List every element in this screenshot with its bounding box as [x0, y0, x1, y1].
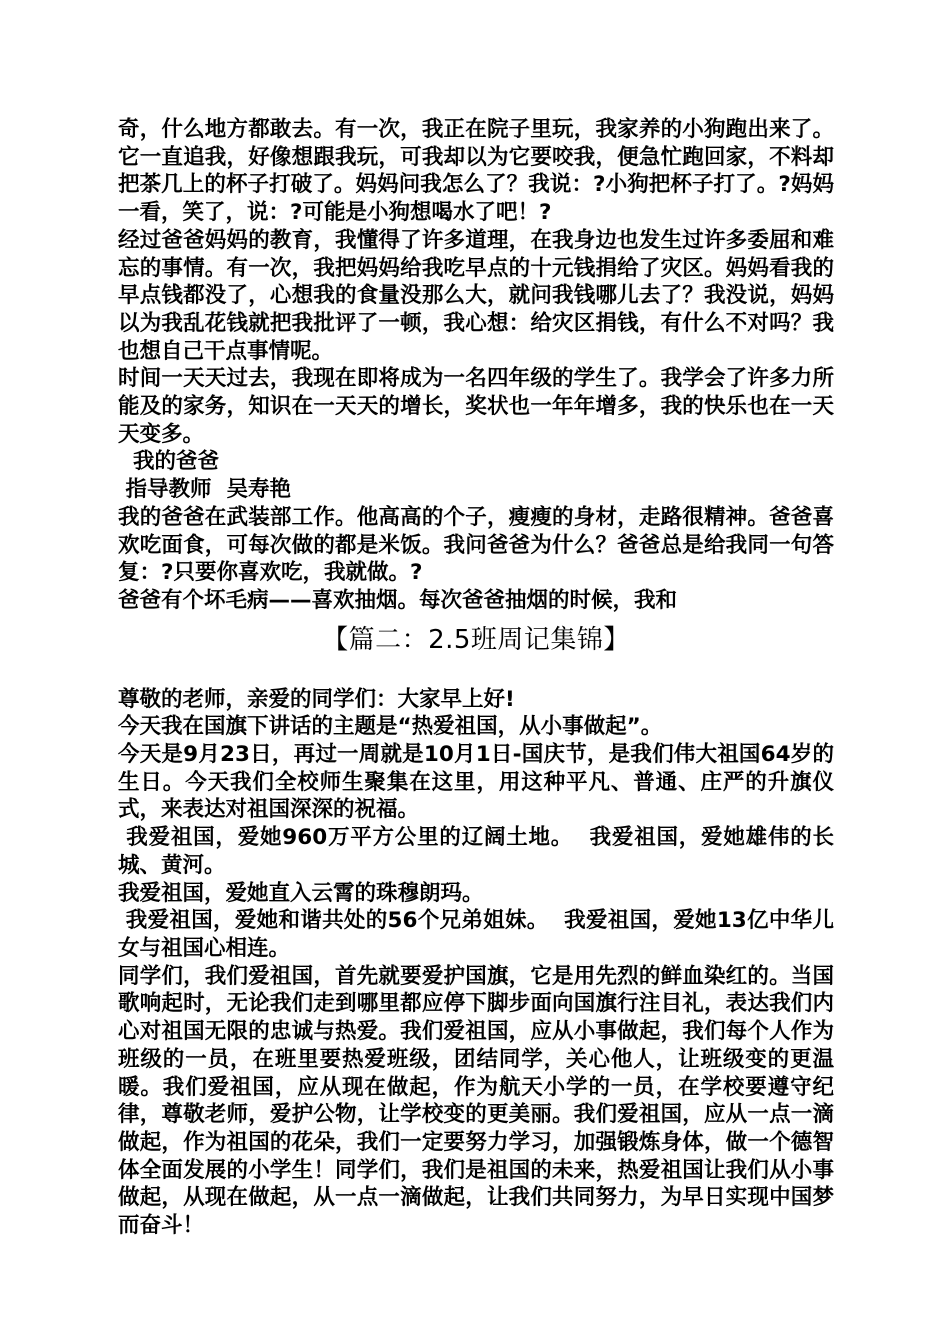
essay-part-one [118, 116, 834, 615]
essay-heading-my-dad: 我的爸爸 [118, 449, 219, 475]
paragraph-growing-up: 时间一天天过去，我现在即将成为一名四年级的学生了。我学会了许多力所能及的家务，知识在一天天的增长，奖状也一年年增多，我的快乐也在一天天变多。 [118, 366, 834, 447]
paragraph-dog-story: 奇，什么地方都敢去。有一次，我正在院子里玩，我家养的小狗跑出来了。它一直追我，好像想跟我玩，可我却以为它要咬我，便急忙跑回家，不料却把茶几上的杯子打破了。妈妈问我怎么了？我说：?小狗把杯子打了。?妈妈一看，笑了，说：?可能是小狗想喝水了吧！? [118, 117, 834, 226]
speech-love-everest: 我爱祖国，爱她直入云霄的珠穆朗玛。 [118, 880, 484, 906]
paragraph-donation: 经过爸爸妈妈的教育，我懂得了许多道理，在我身边也发生过许多委屈和难忘的事情。有一次，我把妈妈给我吃早点的十元钱捐给了灾区。妈妈看我的早点钱都没了，心想我的食量没那么大，就问我钱哪儿去了？我没说，妈妈以为我乱花钱就把我批评了一顿，我心想：给灾区捐钱，有什么不对吗？我也想自己干点事情呢。 [118, 227, 834, 364]
essay-part-two [118, 686, 834, 1240]
speech-topic: 今天我在国旗下讲话的主题是“热爱祖国，从小事做起”。 [118, 714, 663, 740]
section-title: 【篇二：2.5班周记集锦】 [322, 624, 630, 655]
speech-love-people: 我爱祖国，爱她和谐共处的56个兄弟姐妹。 我爱祖国，爱她13亿中华儿女与祖国心相连。 [118, 908, 834, 961]
paragraph-dad-smoking: 爸爸有个坏毛病——喜欢抽烟。每次爸爸抽烟的时候，我和 [118, 587, 678, 613]
paragraph-dad-work: 我的爸爸在武装部工作。他高高的个子，瘦瘦的身材，走路很精神。爸爸喜欢吃面食，可每次做的都是米饭。我问爸爸为什么？爸爸总是给我同一句答复：?只要你喜欢吃，我就做。? [118, 504, 834, 586]
speech-greeting: 尊敬的老师，亲爱的同学们：大家早上好! [118, 686, 515, 712]
document-page [118, 116, 834, 1240]
speech-call-to-action: 同学们，我们爱祖国，首先就要爱护国旗，它是用先烈的鲜血染红的。当国歌响起时，无论我们走到哪里都应停下脚步面向国旗行注目礼，表达我们内心对祖国无限的忠诚与热爱。我们爱祖国，应从小事做起，我们每个人作为班级的一员，在班里要热爱班级，团结同学，关心他人，让班级变的更温暖。我们爱祖国，应从现在做起，作为航天小学的一员，在学校要遵守纪律，尊敬老师，爱护公物，让学校变的更美丽。我们爱祖国，应从一点一滴做起，作为祖国的花朵，我们一定要努力学习，加强锻炼身体，做一个德智体全面发展的小学生！同学们，我们是祖国的未来，热爱祖国让我们从小事做起，从现在做起，从一点一滴做起，让我们共同努力，为早日实现中国梦而奋斗！ [118, 963, 834, 1239]
speech-love-land: 我爱祖国，爱她960万平方公里的辽阔土地。 我爱祖国，爱她雄伟的长城、黄河。 [118, 825, 834, 878]
speech-national-day: 今天是9月23日，再过一周就是10月1日-国庆节，是我们伟大祖国64岁的生日。今天我们全校师生聚集在这里，用这种平凡、普通、庄严的升旗仪式，来表达对祖国深深的祝福。 [118, 742, 834, 823]
essay-instructor-line: 指导教师 吴寿艳 [118, 477, 291, 503]
